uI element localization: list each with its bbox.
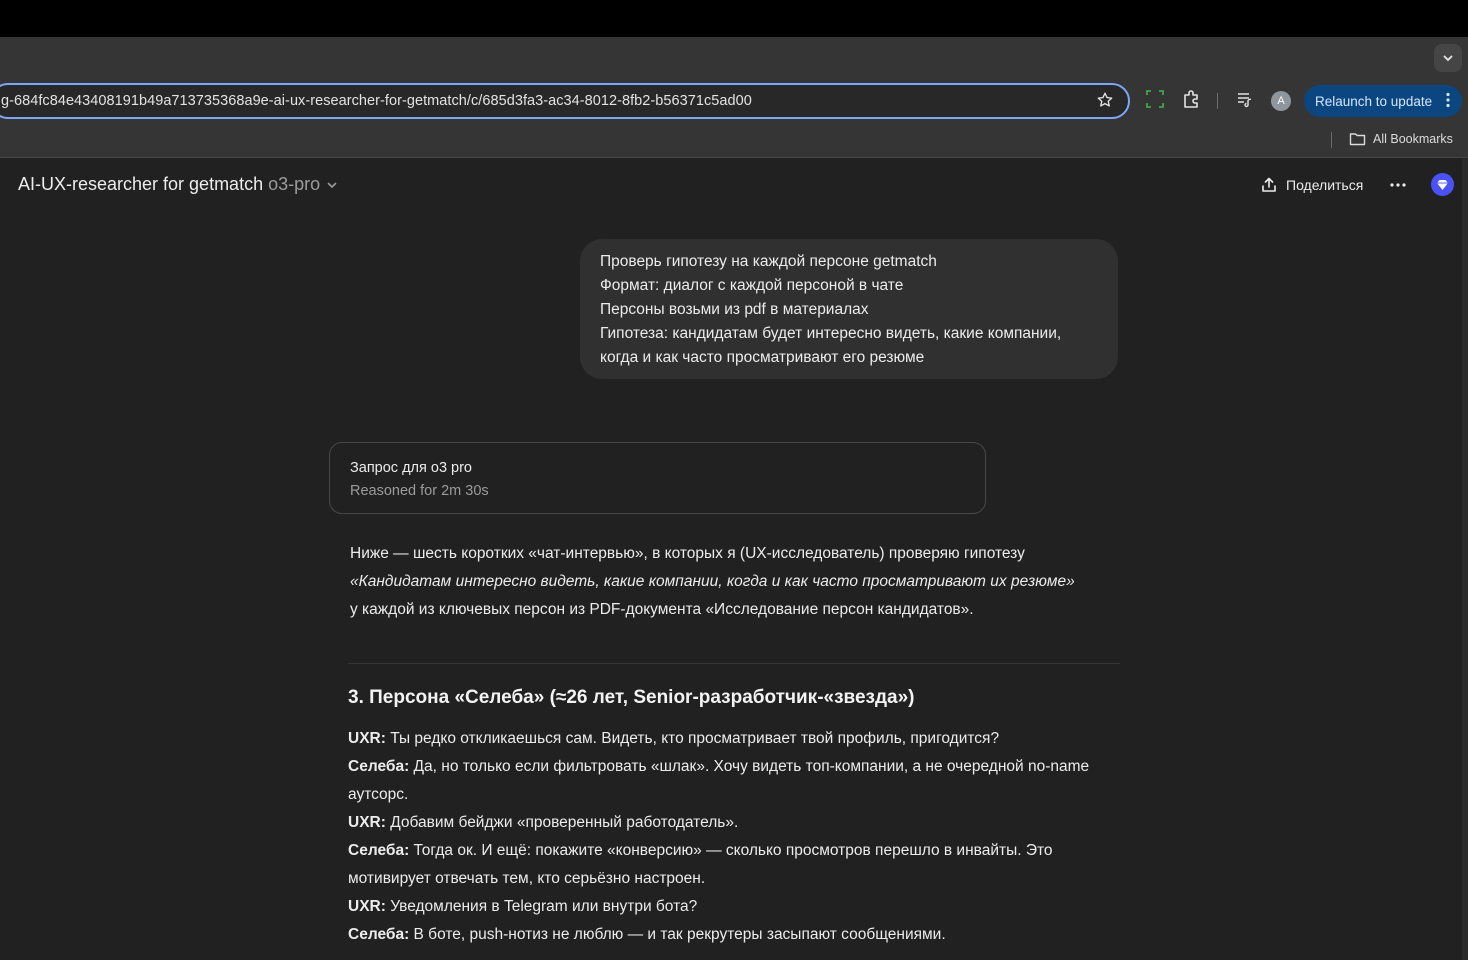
screenshot-icon[interactable] <box>1145 89 1165 109</box>
chevron-down-icon <box>326 179 338 191</box>
speaker-label: UXR: <box>348 730 386 747</box>
all-bookmarks-button[interactable] <box>1349 132 1453 146</box>
relaunch-button[interactable] <box>1304 85 1462 117</box>
reading-list-icon[interactable] <box>1235 89 1255 109</box>
all-bookmarks-label: All Bookmarks <box>1373 132 1453 146</box>
address-bar[interactable] <box>0 83 1130 119</box>
speaker-label: Селеба: <box>348 758 410 775</box>
browser-toolbar <box>0 80 1468 122</box>
dialog-line <box>348 921 1118 949</box>
browser-tab-strip <box>0 37 1468 80</box>
persona-heading: 3. Персона «Селеба» (≈26 лет, Senior-разработчик-«звезда») <box>348 687 915 708</box>
persona-dialog <box>348 725 1118 949</box>
dialog-text: В боте, push-нотиз не люблю — и так рекрутеры засыпают сообщениями. <box>409 926 946 943</box>
dialog-text: Ты редко откликаешься сам. Видеть, кто просматривает твой профиль, пригодится? <box>385 730 1000 747</box>
share-icon <box>1260 176 1278 194</box>
tab-search-button[interactable] <box>1434 44 1462 72</box>
intro-line: Ниже — шесть коротких «чат-интервью», в которых я (UX-исследователь) проверяю гипотезу <box>350 545 1025 562</box>
dialog-line <box>348 809 1118 837</box>
user-message-line: Формат: диалог с каждой персоной в чате <box>600 277 904 294</box>
bookmarks-bar <box>0 122 1468 158</box>
speaker-label: Селеба: <box>348 842 410 859</box>
model-name: o3-pro <box>268 174 321 194</box>
response-intro <box>350 540 1130 624</box>
page-scrollbar[interactable] <box>1462 159 1468 960</box>
model-selector[interactable] <box>18 174 338 195</box>
gem-badge-icon[interactable] <box>1431 173 1454 196</box>
relaunch-label: Relaunch to update <box>1315 93 1433 109</box>
dialog-text: Тогда ок. И ещё: покажите «конверсию» — сколько просмотров перешло в инвайты. Это мотивирует отвечать тем, кто серьёзно настроен. <box>348 842 1053 887</box>
user-message-line: Персоны возьми из pdf в материалах <box>600 301 869 318</box>
more-options-icon[interactable] <box>1389 176 1407 194</box>
section-divider <box>348 663 1120 664</box>
dialog-line <box>348 753 1118 809</box>
bookmark-star-icon[interactable] <box>1096 91 1114 109</box>
share-label: Поделиться <box>1286 177 1364 193</box>
dialog-text: Да, но только если фильтровать «шлак». Хочу видеть топ-компании, а не очередной no-name аутсорс. <box>348 758 1090 803</box>
reasoning-duration: Reasoned for 2m 30s <box>350 483 489 499</box>
hypothesis-quote: «Кандидатам интересно видеть, какие компании, когда и как часто просматривают их резюме» <box>350 573 1075 590</box>
os-menu-bar <box>0 0 1468 37</box>
dialog-text: Добавим бейджи «проверенный работодатель». <box>385 814 739 831</box>
folder-icon <box>1349 132 1366 146</box>
dialog-line <box>348 837 1118 893</box>
chevron-down-icon <box>1442 52 1454 64</box>
profile-avatar[interactable]: A <box>1271 91 1291 111</box>
dialog-line <box>348 893 1118 921</box>
gpt-name: AI-UX-researcher for getmatch <box>18 174 264 194</box>
user-message-line: Гипотеза: кандидатам будет интересно видеть, какие компании, <box>600 325 1062 342</box>
bookmarks-divider <box>1331 132 1332 148</box>
toolbar-divider <box>1217 93 1218 109</box>
speaker-label: UXR: <box>348 898 386 915</box>
dialog-text: Уведомления в Telegram или внутри бота? <box>385 898 698 915</box>
speaker-label: UXR: <box>348 814 386 831</box>
user-message-line: когда и как часто просматривают его резюме <box>600 349 925 366</box>
reasoning-title: Запрос для o3 pro <box>350 460 472 476</box>
intro-line: у каждой из ключевых персон из PDF-документа «Исследование персон кандидатов». <box>350 601 974 618</box>
user-message-line: Проверь гипотезу на каждой персоне getmatch <box>600 253 937 270</box>
speaker-label: Селеба: <box>348 926 410 943</box>
dialog-line <box>348 725 1118 753</box>
chat-app <box>0 159 1468 960</box>
extensions-icon[interactable] <box>1181 89 1201 109</box>
share-button[interactable] <box>1260 176 1363 194</box>
url-text[interactable]: g-684fc84e43408191b49a713735368a9e-ai-ux-researcher-for-getmatch/c/685d3fa3-ac34-8012-8fb2-b56371c5ad00 <box>1 93 752 109</box>
reasoning-summary-card[interactable] <box>329 442 986 514</box>
diamond-icon <box>1436 179 1449 191</box>
kebab-menu-icon[interactable] <box>1446 92 1450 108</box>
user-message-bubble <box>580 239 1118 379</box>
